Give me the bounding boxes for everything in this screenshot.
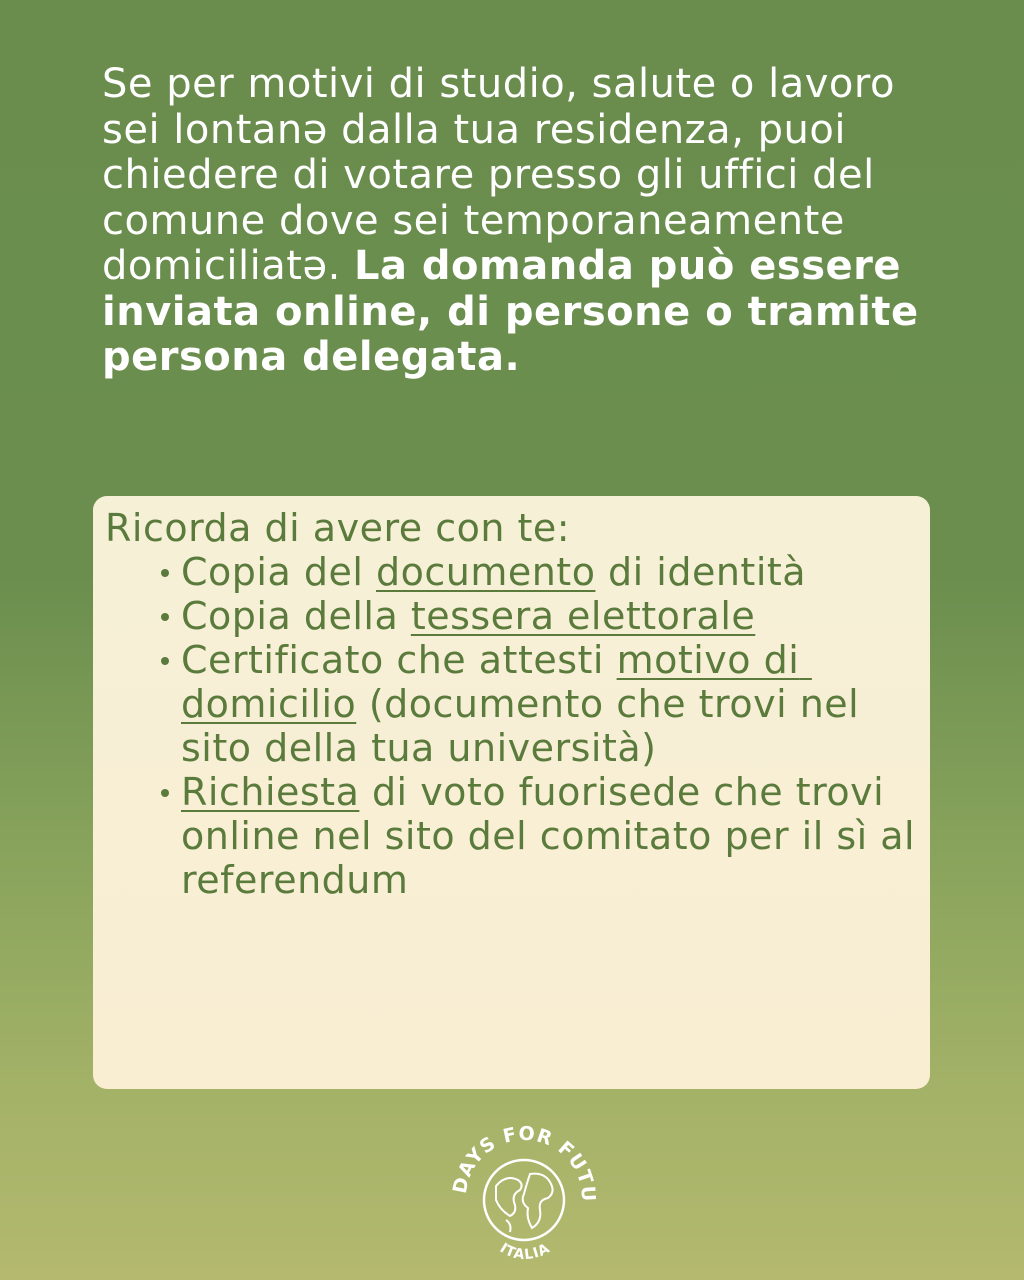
list-item xyxy=(105,770,928,902)
logo-top-text: DAYS FOR FUTU xyxy=(448,1122,600,1203)
logo-bottom-text: ITALIA xyxy=(496,1240,554,1264)
intro-text-block xyxy=(102,62,932,381)
checklist-card xyxy=(93,496,930,1089)
intro-paragraph xyxy=(102,62,932,381)
intro-bold-text: La domanda può essere inviata online, di persone o tramite persona delegata. xyxy=(102,243,919,380)
intro-text: Se per motivi di studio, salute o lavoro sei lontanə dalla tua residenza, puoi chiedere di votare presso gli uffici del comune dove sei temporaneamente domiciliatə. xyxy=(102,61,895,289)
item-text: Copia del xyxy=(181,550,376,594)
item-text: Certificato che attesti xyxy=(181,638,617,682)
svg-text:ITALIA xyxy=(497,1240,553,1263)
item-text: di voto fuorisede che trovi online nel sito del comitato per il sì al referendum xyxy=(181,770,928,902)
card-title: Ricorda di avere con te: xyxy=(105,506,571,550)
globe-icon xyxy=(444,1116,604,1276)
document-link[interactable]: documento xyxy=(375,550,596,594)
voter-card-link[interactable]: tessera elettorale xyxy=(410,594,756,638)
checklist xyxy=(105,550,928,902)
list-item xyxy=(105,550,920,594)
domicile-reason-link[interactable]: motivo di domicilio xyxy=(181,638,812,726)
item-text: di identità xyxy=(595,550,807,594)
list-item xyxy=(105,594,920,638)
list-item xyxy=(105,638,920,770)
item-text: Copia della xyxy=(181,594,411,638)
fridays-for-future-logo xyxy=(444,1116,604,1276)
item-text: (documento che trovi nel sito della tua università) xyxy=(181,682,872,770)
request-link[interactable]: Richiesta xyxy=(181,770,360,814)
